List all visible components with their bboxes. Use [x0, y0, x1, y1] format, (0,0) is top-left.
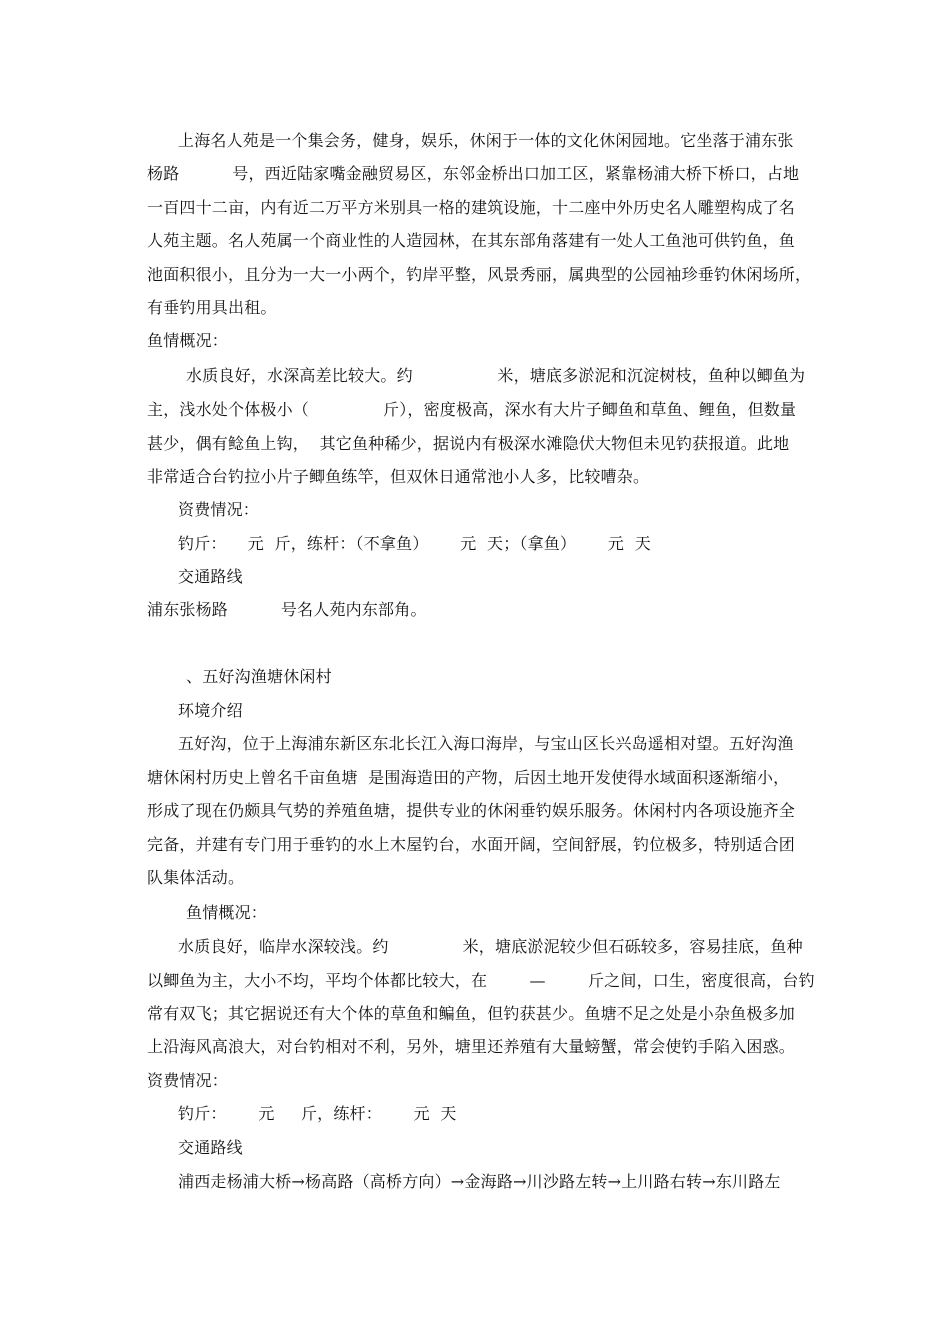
s2-env-line-1: 五好沟，位于上海浦东新区东北长江入海口海岸，与宝山区长兴岛遥相对望。五好沟渔 [178, 734, 794, 753]
s1-fee-line: 钓斤： 元 斤，练杆：（不拿鱼） 元 天；（拿鱼） 元 天 [178, 534, 651, 553]
s2-env-line-3: 形成了现在仍颇具气势的养殖鱼塘，提供专业的休闲垂钓娱乐服务。休闲村内各项设施齐全 [147, 801, 796, 820]
s2-fish-heading: 鱼情概况： [186, 903, 268, 922]
s1-fish-line-4: 非常适合台钓拉小片子鲫鱼练竿，但双休日通常池小人多，比较嘈杂。 [147, 467, 650, 486]
s1-fish-line-1: 水质良好，水深高差比较大。约 米，塘底多淤泥和沉淀树枝，鱼种以鲫鱼为 [186, 366, 806, 385]
s2-fee-heading: 资费情况： [147, 1071, 229, 1090]
s1-intro-line-3: 一百四十二亩，内有近二万平方米别具一格的建筑设施，十二座中外历史名人雕塑构成了名 [147, 198, 796, 217]
s1-fish-line-2: 主，浅水处个体极小（ 斤），密度极高，深水有大片子鲫鱼和草鱼、鲤鱼，但数量 [147, 400, 797, 419]
s1-intro-line-5: 池面积很小，且分为一大一小两个，钓岸平整，风景秀丽，属典型的公园袖珍垂钓休闲场所， [147, 265, 812, 284]
s2-fish-line-2: 以鲫鱼为主，大小不均，平均个体都比较大，在 — 斤之间，口生，密度很高，台钓 [147, 971, 815, 990]
s1-intro-line-2: 杨路 号，西近陆家嘴金融贸易区，东邻金桥出口加工区，紧靠杨浦大桥下桥口，占地 [147, 164, 800, 183]
s2-title: 、五好沟渔塘休闲村 [186, 667, 332, 686]
s2-env-heading: 环境介绍 [178, 701, 243, 720]
s2-env-line-5: 队集体活动。 [147, 868, 245, 887]
s1-intro-line-6: 有垂钓用具出租。 [147, 298, 277, 317]
s1-fish-heading: 鱼情概况： [147, 331, 229, 350]
s1-fish-line-3: 甚少，偶有鲶鱼上钩， 其它鱼种稀少，据说内有极深水滩隐伏大物但未见钓获报道。此地 [147, 434, 790, 453]
s2-fish-line-4: 上沿海风高浪大，对台钓相对不利，另外，塘里还养殖有大量螃蟹，常会使钓手陷入困惑。 [147, 1037, 796, 1056]
s2-route-line: 浦西走杨浦大桥→杨高路（高桥方向）→金海路→川沙路左转→上川路右转→东川路左 [178, 1172, 781, 1191]
s1-intro-line-4: 人苑主题。名人苑属一个商业性的人造园林，在其东部角落建有一处人工鱼池可供钓鱼，鱼 [147, 231, 796, 250]
s2-fish-line-1: 水质良好，临岸水深较浅。约 米，塘底淤泥较少但石砾较多，容易挂底，鱼种 [178, 937, 803, 956]
s1-route-line: 浦东张杨路 号名人苑内东部角。 [147, 600, 427, 619]
s1-intro-line-1: 上海名人苑是一个集会务，健身，娱乐，休闲于一体的文化休闲园地。它坐落于浦东张 [178, 131, 794, 150]
s1-fee-heading: 资费情况： [178, 500, 260, 519]
s2-env-line-4: 完备，并建有专门用于垂钓的水上木屋钓台，水面开阔，空间舒展，钓位极多，特别适合团 [147, 835, 796, 854]
s2-route-heading: 交通路线 [178, 1138, 243, 1157]
s1-route-heading: 交通路线 [178, 567, 243, 586]
s2-fish-line-3: 常有双飞；其它据说还有大个体的草鱼和鳊鱼，但钓获甚少。鱼塘不足之处是小杂鱼极多加 [147, 1004, 796, 1023]
s2-env-line-2: 塘休闲村历史上曾名千亩鱼塘 是围海造田的产物，后因土地开发使得水域面积逐渐缩小， [147, 768, 790, 787]
s2-fee-line: 钓斤： 元 斤，练杆： 元 天 [178, 1104, 457, 1123]
